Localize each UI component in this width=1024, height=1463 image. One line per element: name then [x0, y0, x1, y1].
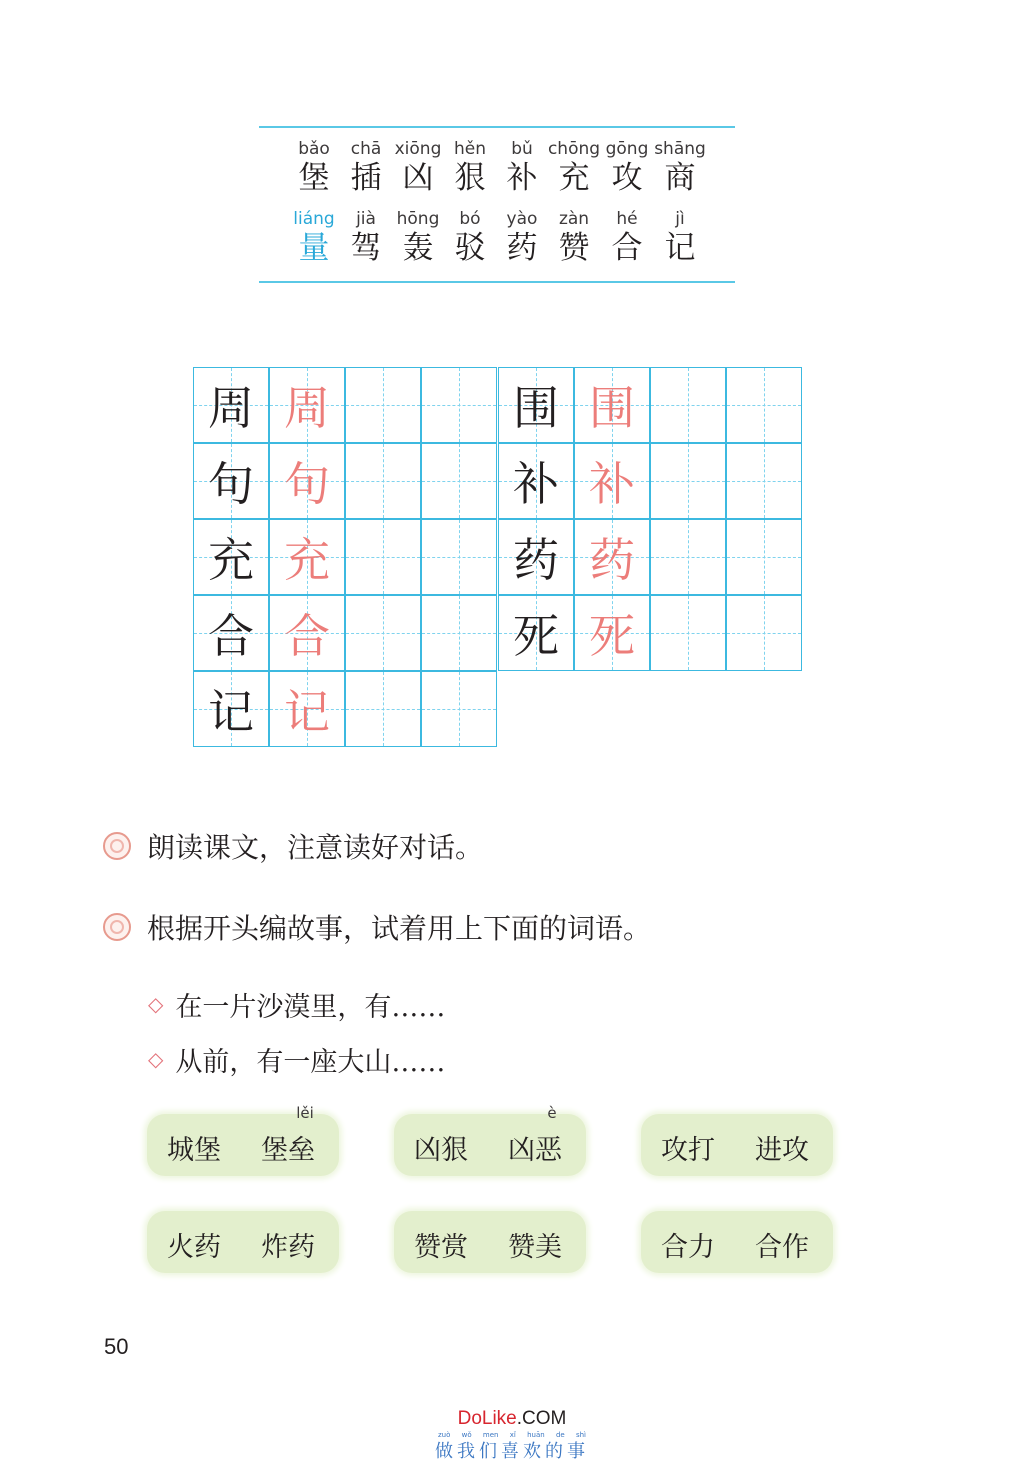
watermark-brand: [432, 1408, 592, 1430]
model-character: 围: [513, 381, 559, 435]
grid-cell-empty: [345, 443, 421, 519]
hanzi: 轰: [402, 230, 434, 266]
pinyin: bǎo: [298, 139, 330, 159]
pinyin: yào: [506, 209, 538, 229]
vocab-cell: [492, 208, 552, 268]
vocab-cell: [284, 138, 344, 198]
grid-cell-empty: [421, 367, 497, 443]
trace-character: 充: [284, 533, 330, 587]
vocab-cell: [492, 138, 552, 198]
vocab-cell-highlighted: [284, 208, 344, 268]
word: 炸药: [261, 1232, 315, 1263]
grid-cell: [498, 595, 574, 671]
grid-cell-empty: [345, 671, 421, 747]
vocabulary-box: [259, 126, 735, 283]
model-character: 死: [513, 609, 559, 663]
grid-cell: [574, 595, 650, 671]
pinyin: jià: [356, 209, 376, 229]
hanzi: 插: [350, 160, 382, 196]
trace-character: 补: [589, 457, 635, 511]
grid-cell: [574, 367, 650, 443]
vocab-cell: [440, 138, 500, 198]
word-pill: [147, 1211, 339, 1273]
slogan-pinyin-syllable: shì: [575, 1431, 586, 1439]
slogan-pinyin-syllable: wǒ: [461, 1431, 472, 1439]
exercise-1: [103, 826, 483, 866]
slogan-pinyin-syllable: zuò: [438, 1431, 451, 1439]
grid-cell: [269, 367, 345, 443]
trace-character: 句: [284, 457, 330, 511]
hanzi: 补: [506, 160, 538, 196]
grid-cell-empty: [726, 443, 802, 519]
grid-cell: [498, 443, 574, 519]
model-character: 充: [208, 533, 254, 587]
hanzi: 驾: [350, 230, 382, 266]
pinyin: gōng: [605, 139, 649, 159]
grid-cell: [269, 671, 345, 747]
word: 凶恶: [508, 1135, 562, 1166]
grid-cell: [574, 443, 650, 519]
prompt-text: 从前，有一座大山……: [175, 1046, 446, 1078]
pinyin: bó: [459, 209, 481, 229]
model-character: 记: [208, 685, 254, 739]
diamond-bullet-icon: ◇: [148, 1047, 164, 1071]
trace-character: 周: [284, 381, 330, 435]
pinyin-annotation: è: [547, 1104, 557, 1122]
grid-cell: [193, 671, 269, 747]
pinyin: chōng: [547, 139, 601, 159]
grid-cell-empty: [650, 519, 726, 595]
pinyin: hé: [616, 209, 638, 229]
word: 城堡: [167, 1135, 221, 1166]
word: 堡垒: [261, 1135, 315, 1166]
word: 进攻: [755, 1135, 809, 1166]
pinyin: chā: [350, 139, 382, 159]
grid-cell-empty: [345, 595, 421, 671]
vocabulary-row-2: [259, 208, 735, 268]
trace-character: 药: [589, 533, 635, 587]
vocab-cell: [650, 138, 710, 198]
pinyin: zàn: [558, 209, 590, 229]
trace-character: 围: [589, 381, 635, 435]
model-character: 句: [208, 457, 254, 511]
grid-cell-empty: [726, 519, 802, 595]
grid-cell-empty: [345, 367, 421, 443]
grid-cell: [193, 595, 269, 671]
pinyin-annotation: lěi: [296, 1104, 314, 1122]
grid-cell-empty: [421, 595, 497, 671]
hanzi: 合: [611, 230, 643, 266]
word: 赞美: [508, 1232, 562, 1263]
hanzi: 攻: [611, 160, 643, 196]
word: 赞赏: [414, 1232, 468, 1263]
grid-cell: [193, 519, 269, 595]
grid-cell: [193, 367, 269, 443]
slogan-pinyin-syllable: men: [482, 1431, 499, 1439]
pinyin: hōng: [396, 209, 440, 229]
prompt-text: 在一片沙漠里，有……: [175, 991, 446, 1023]
watermark: [432, 1408, 592, 1463]
vocab-cell: [440, 208, 500, 268]
slogan-pinyin-syllable: huān: [527, 1431, 545, 1439]
pinyin: bǔ: [511, 139, 533, 159]
model-character: 周: [208, 381, 254, 435]
hanzi: 狠: [454, 160, 486, 196]
model-character: 药: [513, 533, 559, 587]
pinyin: jì: [675, 209, 685, 229]
word: 攻打: [661, 1135, 715, 1166]
grid-cell-empty: [726, 367, 802, 443]
hanzi: 充: [558, 160, 590, 196]
grid-cell-empty: [650, 367, 726, 443]
pinyin: liáng: [293, 209, 335, 229]
word: 凶狠: [414, 1135, 468, 1166]
word-pill: [394, 1104, 586, 1176]
grid-cell: [193, 443, 269, 519]
bottom-rule: [259, 281, 735, 283]
grid-cell: [574, 519, 650, 595]
vocab-cell: [597, 208, 657, 268]
exercise-badge-icon: [103, 913, 131, 941]
word-pill: [394, 1211, 586, 1273]
exercise-text: 根据开头编故事，试着用上下面的词语。: [147, 912, 652, 945]
model-character: 合: [208, 609, 254, 663]
pinyin: hěn: [453, 139, 486, 159]
slogan-pinyin-syllable: de: [555, 1431, 565, 1439]
vocab-cell: [544, 208, 604, 268]
hanzi: 量: [298, 230, 330, 266]
word-pill: [147, 1104, 339, 1176]
grid-cell-empty: [726, 595, 802, 671]
trace-character: 死: [589, 609, 635, 663]
vocab-cell: [336, 208, 396, 268]
hanzi: 药: [506, 230, 538, 266]
hanzi: 赞: [558, 230, 590, 266]
word-pill: [641, 1114, 833, 1176]
story-prompt-1: [148, 984, 445, 1024]
vocabulary-row-1: [259, 138, 735, 198]
watermark-slogan: 做我们喜欢的事: [435, 1441, 589, 1462]
vocab-cell: [336, 138, 396, 198]
vocab-cell: [388, 138, 448, 198]
grid-cell: [498, 519, 574, 595]
vocab-cell: [650, 208, 710, 268]
hanzi: 记: [664, 230, 696, 266]
exercise-text: 朗读课文，注意读好对话。: [147, 831, 484, 864]
grid-cell-empty: [421, 443, 497, 519]
vocab-cell: [388, 208, 448, 268]
top-rule: [259, 126, 735, 128]
hanzi: 驳: [454, 230, 486, 266]
diamond-bullet-icon: ◇: [148, 992, 164, 1016]
grid-cell: [269, 519, 345, 595]
page-number: 50: [104, 1334, 129, 1359]
word: 合作: [755, 1232, 809, 1263]
hanzi: 凶: [402, 160, 434, 196]
word: 合力: [661, 1232, 715, 1263]
model-character: 补: [513, 457, 559, 511]
trace-character: 记: [284, 685, 330, 739]
story-prompt-2: [148, 1039, 445, 1079]
exercise-2: [103, 907, 651, 947]
vocab-cell: [544, 138, 604, 198]
pinyin: xiōng: [394, 139, 442, 159]
grid-cell-empty: [650, 595, 726, 671]
grid-cell: [498, 367, 574, 443]
trace-character: 合: [284, 609, 330, 663]
brand-domain: .COM: [516, 1408, 567, 1429]
word-pill: [641, 1211, 833, 1273]
word: 火药: [167, 1232, 221, 1263]
writing-grid: [193, 367, 802, 747]
pinyin: shāng: [654, 139, 706, 159]
grid-cell: [269, 595, 345, 671]
hanzi: 商: [664, 160, 696, 196]
slogan-pinyin-syllable: xǐ: [509, 1431, 516, 1439]
grid-cell-empty: [345, 519, 421, 595]
exercise-badge-icon: [103, 832, 131, 860]
grid-cell-empty: [650, 443, 726, 519]
grid-cell: [269, 443, 345, 519]
grid-cell-empty: [421, 671, 497, 747]
vocab-cell: [597, 138, 657, 198]
hanzi: 堡: [298, 160, 330, 196]
grid-cell-empty: [421, 519, 497, 595]
brand-name: DoLike: [457, 1408, 517, 1429]
